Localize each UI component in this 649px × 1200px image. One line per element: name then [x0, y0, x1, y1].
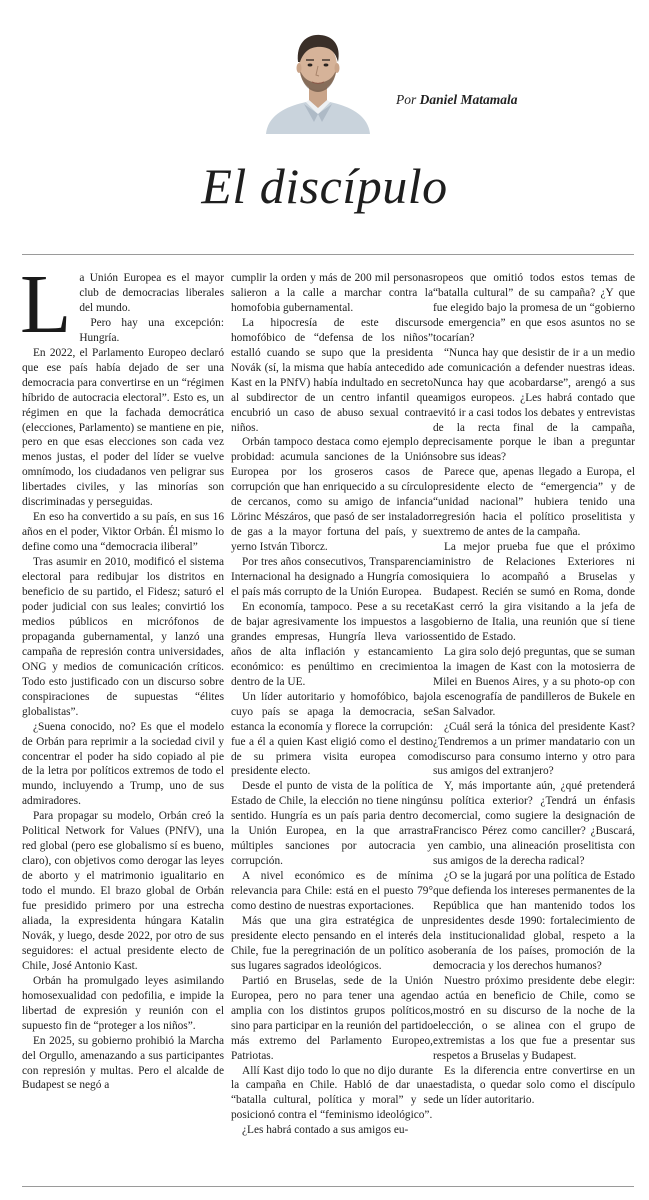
paragraph: ropeos que omitió todos estos temas de “batalla cultural” de su campaña? ¿Y que fue elegido bajo la promesa de un “gobierno de emergencia” en que esos asuntos no se tocarían?: [433, 272, 635, 344]
paragraph: ¿Suena conocido, no? Es que el modelo de Orbán para reprimir a la sociedad civil y concentrar el poder ha sido copiado al pie de la letra por políticos extremos de todo el mundo, incluyendo a Trump, uno de sus admiradores.: [22, 720, 224, 808]
paragraph: Para propagar su modelo, Orbán creó la Political Network for Values (PNfV), una red global (pero ese globalismo sí es bueno, claro), con objetivos como derogar las leyes de aborto y el matrimonio igualitario en todo el mundo. El brazo global de Orbán fue presidido primero por una estrecha aliada, la expresidenta húngara Katalin Novák, y luego, desde 2022, por otro de sus seguidores: el actual presidente electo de Chile, José Antonio Kast.: [22, 810, 224, 972]
byline: [396, 92, 518, 108]
article-column-2: [231, 271, 433, 1138]
paragraph: A nivel económico es de mínima relevancia para Chile: está en el puesto 79° como destino de nuestras exportaciones.: [231, 870, 433, 913]
paragraph: Tras asumir en 2010, modificó el sistema electoral para redibujar los distritos en beneficio de su partido, el Fidesz; saturó el poder judicial con sus leales; convirtió los medios públicos en micrófonos de propaganda gubernamental, y lanzó una campaña de represión contra universidades, ONG y medios de comunicación críticos. Todo esto justificado con un discurso sobre conspiraciones de supuestas “élites globalistas”.: [22, 556, 224, 718]
paragraph: cumplir la orden y más de 200 mil personas salieron a la calle a marchar contra la homofobia gubernamental.: [231, 272, 433, 314]
paragraph: Nuestro próximo presidente debe elegir: o actúa en beneficio de Chile, como se mostró en su discurso de la noche de la elección, o se alinea con el grupo de extremistas a los que fue a presentar sus respetos a Bruselas y Budapest.: [433, 974, 635, 1062]
author-portrait-icon: [258, 22, 378, 134]
paragraph: En economía, tampoco. Pese a su receta de bajar agresivamente los impuestos a las grandes empresas, Hungría lleva varios años de alta inflación y estancamiento económico: es penúltimo en crecimiento dentro de la UE.: [231, 600, 433, 688]
paragraph: Es la diferencia entre convertirse en un estadista, o quedar solo como el discípulo de un líder autoritario.: [433, 1064, 635, 1107]
article-column-1: [20, 258, 224, 1093]
top-divider: [22, 254, 634, 255]
paragraph: Partió en Bruselas, sede de la Unión Europea, pero no para tener una agenda amplia con los distintos grupos políticos, sino para participar en la reunión del partido más extremo del Parlamento Europeo, Patriotas.: [231, 974, 433, 1062]
article-title: El discípulo: [201, 158, 448, 214]
paragraph-text: a Unión Europea es el mayor club de democracias liberales del mundo.: [79, 272, 224, 314]
paragraph: Más que una gira estratégica de un presidente electo pensando en el interés de Chile, fue la peregrinación de un político a sus lugares sagrados ideológicos.: [231, 914, 433, 972]
paragraph: Un líder autoritario y homofóbico, bajo cuyo país se apaga la democracia, se estanca la economía y florece la corrupción: fue a él a quien Kast eligió como el destino de su primera visita europea como presidente electo.: [231, 690, 433, 778]
paragraph: Y, más importante aún, ¿qué pretenderá su política exterior? ¿Tendrá un énfasis comercial, como sugiere la designación de Francisco Pérez como canciller? ¿Buscará, en cambio, una alineación proselitista con sus amigos de la derecha radical?: [433, 780, 635, 868]
paragraph: Parece que, apenas llegado a Europa, el presidente electo de “emergencia” y de “unidad nacional” hubiera tenido una regresión hacia el político proselitista y extremo de antes de la campaña.: [433, 466, 635, 539]
paragraph: La gira solo dejó preguntas, que se suman a la imagen de Kast con la motosierra de Milei en Buenos Aires, y a su photo-op con la escenografía de pandilleros de Bukele en San Salvador.: [433, 645, 635, 718]
paragraph: Allí Kast dijo todo lo que no dijo durante la campaña en Chile. Habló de dar una “batalla cultural, política y moral” y se posicionó contra el “feminismo ideológico”.: [231, 1064, 433, 1122]
bottom-divider: [22, 1186, 634, 1187]
paragraph: Por tres años consecutivos, Transparencia Internacional ha designado a Hungría como el país más corrupto de la Unión Europea.: [231, 556, 433, 599]
paragraph: La hipocresía de este discurso homofóbico de “defensa de los niños” estalló cuando se supo que la presidenta Novák (sí, la misma que había antecedido a Kast en la PNfV) había indultado en secreto al subdirector de un centro infantil que encubrió un caso de abuso sexual contra niños.: [231, 316, 433, 434]
byline-prefix: Por: [396, 92, 417, 107]
paragraph: “Nunca hay que desistir de ir a un medio de comunicación a defender nuestras ideas. Nunca hay que acobardarse”, arengó a sus amigos europeos. ¿Les habrá contado que evitó ir a casi todos los debates y entrevistas de la recta final de la campaña, precisamente porque le iban a preguntar sobre sus ideas?: [433, 346, 635, 464]
paragraph: Orbán ha promulgado leyes asimilando homosexualidad con pedofilia, e impide la libertad de expresión y reunión con el supuesto fin de “proteger a los niños”.: [22, 974, 224, 1032]
author-photo: [258, 22, 378, 134]
paragraph: Desde el punto de vista de la política de Estado de Chile, la elección no tiene ningún sentido. Hungría es un país paria dentro de la Unión Europea, en la que arrastra múltiples sanciones por autocracia y corrupción.: [231, 780, 433, 868]
paragraph: La mejor prueba fue que el próximo ministro de Relaciones Exteriores ni siquiera lo acompañó a Bruselas y Budapest. Recién se sumó en Roma, donde Kast cerró la gira visitando a la jefa de gobierno de Italia, una reunión que sí tiene sentido de Estado.: [433, 541, 635, 643]
paragraph: ¿Les habrá contado a sus amigos eu-: [242, 1124, 409, 1137]
byline-author: Daniel Matamala: [419, 92, 518, 107]
paragraph: Orbán tampoco destaca como ejemplo de probidad: acumula sanciones de la Unión Europea por los groseros casos de corrupción que han enriquecido a su círculo de cercanos, como su amigo de infancia Lörinc Mészáros, que pasó de ser instalador de gas a la mayor fortuna del país, y su yerno István Tiborcz.: [231, 436, 433, 554]
paragraph: ¿Cuál será la tónica del presidente Kast? ¿Tendremos a un primer mandatario con un discurso para consumo interno y otro para sus amigos del extranjero?: [433, 720, 635, 778]
paragraph: En 2022, el Parlamento Europeo declaró que ese país había dejado de ser una democracia para convertirse en un “régimen híbrido de autocracia electoral”. Esto es, un régimen en que la fachada democrática (elecciones, Parlamento) se mantiene en pie, pero en que esas elecciones son cada vez menos justas, el poder del líder se vuelve omnímodo, los ciudadanos ven peligrar sus libertades civiles, y las minorías son discriminadas y perseguidas.: [22, 346, 224, 509]
paragraph: En eso ha convertido a su país, en sus 16 años en el poder, Viktor Orbán. Él mismo lo define como una “democracia iliberal”: [22, 511, 224, 554]
paragraph: Pero hay una excepción: Hungría.: [79, 316, 224, 344]
paragraph: ¿O se la jugará por una política de Estado que defienda los intereses permanentes de la República que han mantenido todos los presidentes desde 1990: fortalecimiento de la institucionalidad global, respeto a la soberanía de los países, promoción de la democracia y los derechos humanos?: [433, 870, 635, 972]
article-column-3: [433, 271, 635, 1108]
drop-cap: L: [20, 258, 72, 351]
paragraph: En 2025, su gobierno prohibió la Marcha del Orgullo, amenazando a sus participantes con represión y multas. Pero el alcalde de Budapest se negó a: [22, 1034, 224, 1092]
